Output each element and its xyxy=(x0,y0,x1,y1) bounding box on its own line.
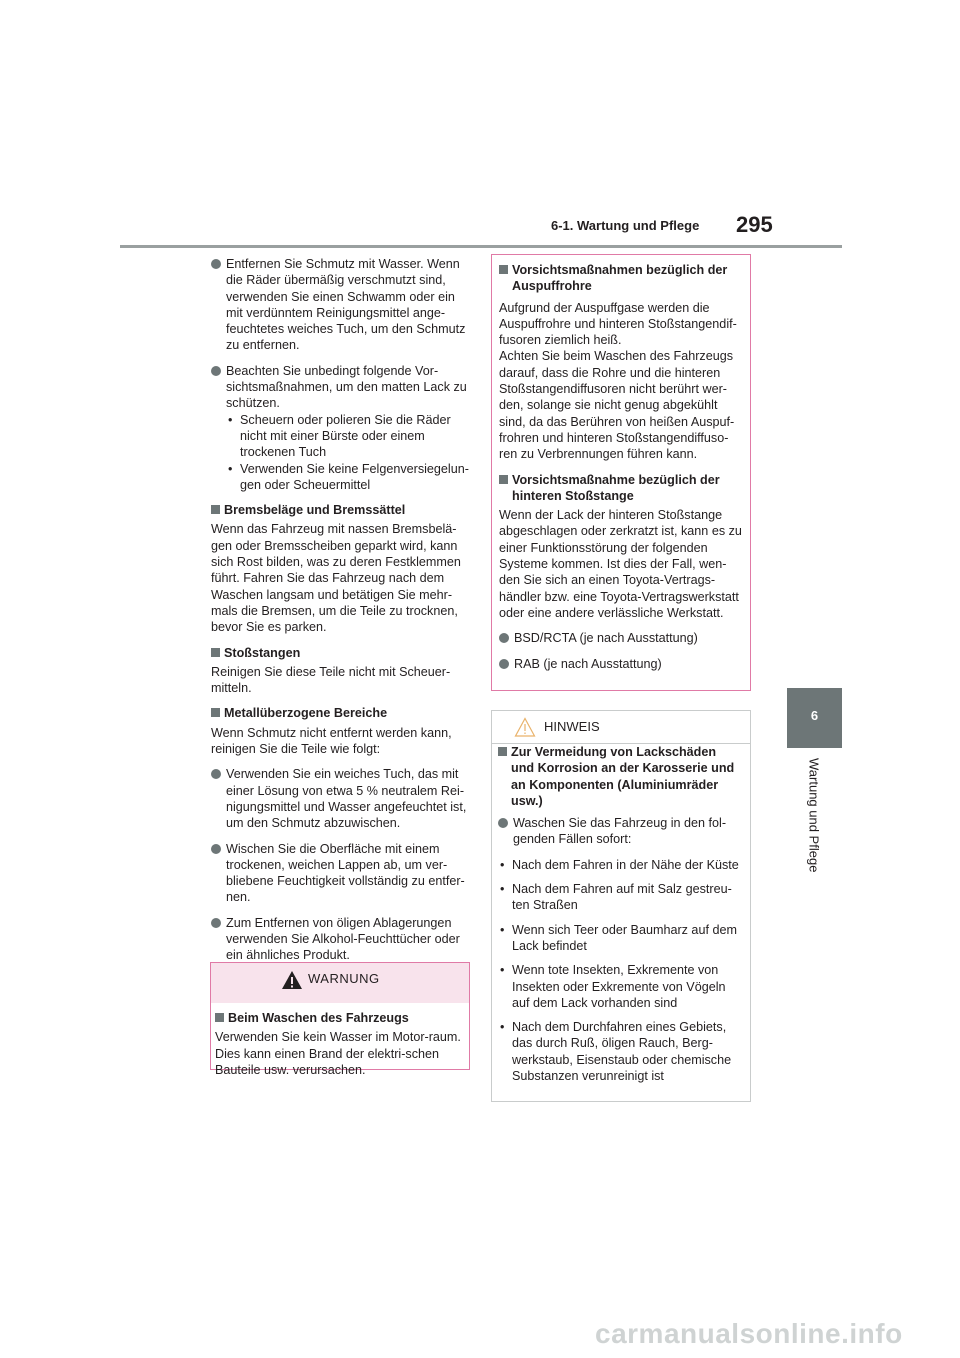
heading: Vorsichtsmaßnahmen bezüglich der Auspuffrohre xyxy=(499,262,742,295)
square-icon xyxy=(211,708,220,717)
caution-icon xyxy=(514,717,536,737)
section-title: 6-1. Wartung und Pflege xyxy=(551,218,700,233)
paragraph: Aufgrund der Auspuffgase werden die Auspuffrohre und hinteren Stoßstangendif-fusoren ziemlich heiß. xyxy=(499,300,737,348)
heading: Bremsbeläge und Bremssättel xyxy=(211,502,471,518)
bullet-icon xyxy=(211,259,221,269)
warning-label: WARNUNG xyxy=(308,971,380,986)
header-divider xyxy=(120,245,842,248)
list-item: Beachten Sie unbedingt folgende Vor-sichtsmaßnahmen, um den matten Lack zu schützen. • Scheuern oder polieren Sie die Räder nicht mit einer Bürste oder einem trockenen Tuch • Verwenden Sie keine Felgenversiegelun-gen oder Scheuermittel xyxy=(211,363,471,493)
bullet-icon xyxy=(211,844,221,854)
left-column xyxy=(211,256,471,973)
sub-item: • Scheuern oder polieren Sie die Räder nicht mit einer Bürste oder einem trockenen Tuch xyxy=(228,412,451,460)
page-number: 295 xyxy=(736,212,773,237)
heading: Zur Vermeidung von Lackschäden und Korrosion an der Karosserie und an Komponenten (Aluminiumräder usw.) xyxy=(498,744,742,809)
warning-box xyxy=(210,962,470,1077)
square-icon xyxy=(498,747,507,756)
heading: Metallüberzogene Bereiche xyxy=(211,705,471,721)
list-item: Entfernen Sie Schmutz mit Wasser. Wenn die Räder übermäßig verschmutzt sind, verwenden Sie einen Schwamm oder ein mit verdünntem Reinigungsmittel ange-feuchtetes weiches Tuch, um den Schmutz zu entfernen. xyxy=(211,256,471,354)
square-icon xyxy=(499,475,508,484)
square-icon xyxy=(215,1013,224,1022)
bullet-icon xyxy=(498,818,508,828)
sub-item: • Nach dem Fahren in der Nähe der Küste xyxy=(500,857,739,872)
watermark: carmanualsonline.info xyxy=(595,1318,903,1349)
sub-item: • Wenn tote Insekten, Exkremente von Insekten oder Exkremente von Vögeln auf dem Lack vorhanden sind xyxy=(500,963,726,1010)
sub-item: • Nach dem Durchfahren eines Gebiets, das durch Ruß, öligen Rauch, Berg-werkstaub, Eisenstaub oder chemische Substanzen verunreinigt ist xyxy=(500,1020,732,1084)
chapter-label xyxy=(786,758,842,908)
chapter-tab: 6 xyxy=(787,688,842,748)
chapter-label-text: Wartung und Pflege xyxy=(806,758,822,873)
notice-header xyxy=(492,711,750,744)
list-item: Verwenden Sie ein weiches Tuch, das mit einer Lösung von etwa 5 % neutralem Rei-nigungsmittel und Wasser angefeuchtet ist, um den Schmutz abzuwischen. xyxy=(211,766,471,831)
sub-item: • Wenn sich Teer oder Baumharz auf dem Lack befindet xyxy=(500,922,737,953)
notice-label: HINWEIS xyxy=(544,719,600,734)
warning-icon xyxy=(281,970,303,990)
paragraph: Wenn das Fahrzeug mit nassen Bremsbelä-gen oder Bremsscheiben geparkt wird, kann sich Rost bilden, was zu deren Festklemmen führt. Fahren Sie das Fahrzeug nach dem Waschen langsam und betätigen Sie mehr-mals die Bremsen, um die Teile zu trocknen, bevor Sie es parken. xyxy=(211,522,461,635)
bullet-icon xyxy=(211,769,221,779)
heading: Beim Waschen des Fahrzeugs xyxy=(215,1010,461,1026)
list-item: Zum Entfernen von öligen Ablagerungen verwenden Sie Alkohol-Feuchttücher oder ein ähnliches Produkt. xyxy=(211,915,471,964)
square-icon xyxy=(211,648,220,657)
paragraph: Verwenden Sie kein Wasser im Motor-raum. Dies kann einen Brand der elektri-schen Bauteile usw. verursachen. xyxy=(215,1030,461,1077)
square-icon xyxy=(211,505,220,514)
bullet-icon xyxy=(211,918,221,928)
paragraph: Reinigen Sie diese Teile nicht mit Scheuer-mitteln. xyxy=(211,664,451,696)
list-item: RAB (je nach Ausstattung) xyxy=(499,656,742,672)
paragraph: Achten Sie beim Waschen des Fahrzeugs darauf, dass die Rohre und die hinteren Stoßstangendiffusoren nicht berührt wer-den, solange sie nicht genug abgekühlt sind, da das Berühren von heißen Auspuf-frohren und hinteren Stoßstangendiffuso-ren zu Verbrennungen führen kann. xyxy=(499,349,735,462)
heading: Vorsichtsmaßnahme bezüglich der hinteren Stoßstange xyxy=(499,472,742,505)
list-item: Wischen Sie die Oberfläche mit einem trockenen, weichen Lappen ab, um ver-bliebene Feuchtigkeit vollständig zu entfer-nen. xyxy=(211,841,471,906)
list-item: Waschen Sie das Fahrzeug in den fol-genden Fällen sofort: xyxy=(498,815,742,848)
list-item: BSD/RCTA (je nach Ausstattung) xyxy=(499,630,742,646)
caution-box xyxy=(491,254,751,691)
sub-item: • Verwenden Sie keine Felgenversiegelun-gen oder Scheuermittel xyxy=(228,461,469,492)
bullet-icon xyxy=(499,659,509,669)
warning-header xyxy=(211,963,469,1003)
bullet-icon xyxy=(499,633,509,643)
paragraph: Wenn der Lack der hinteren Stoßstange abgeschlagen oder zerkratzt ist, kann es zu einer Funktionsstörung der folgenden Systeme kommen. Ist dies der Fall, wen-den Sie sich an einen Toyota-Vertrags-händler bzw. eine Toyota-Vertragswerkstatt oder eine andere verlässliche Werkstatt. xyxy=(499,508,742,620)
square-icon xyxy=(499,265,508,274)
sub-item: • Nach dem Fahren auf mit Salz gestreu-ten Straßen xyxy=(500,882,732,913)
heading: Stoßstangen xyxy=(211,645,471,661)
paragraph: Wenn Schmutz nicht entfernt werden kann, reinigen Sie die Teile wie folgt: xyxy=(211,725,452,757)
notice-box xyxy=(491,710,751,1102)
bullet-icon xyxy=(211,366,221,376)
